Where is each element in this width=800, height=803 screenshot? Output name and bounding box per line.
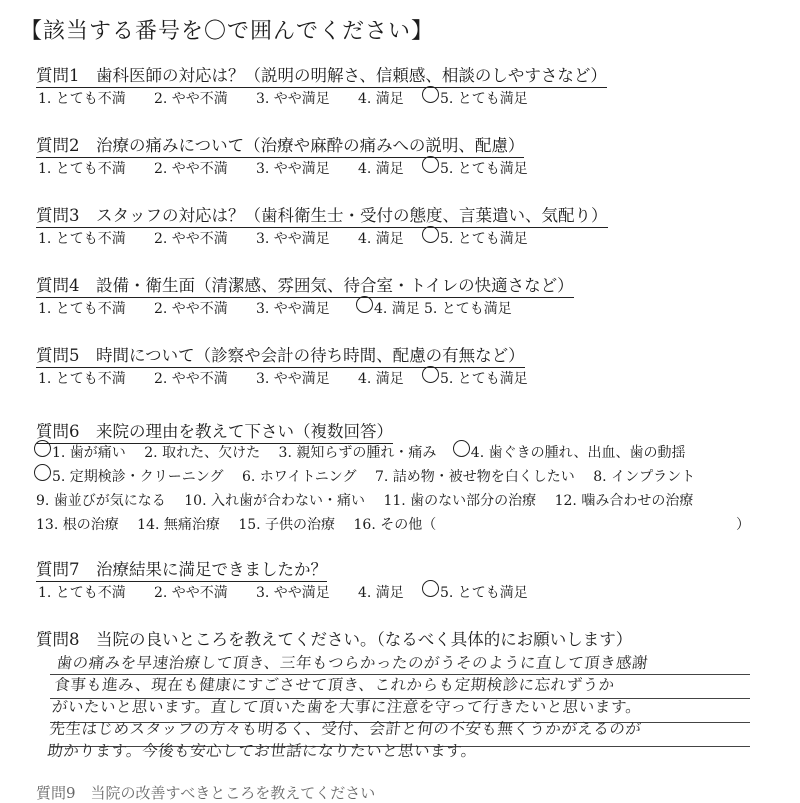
question-3-label: 質問3 スタッフの対応は？（歯科衛生士・受付の態度、言葉遣い、気配り） [36,202,608,228]
q7-option-2[interactable]: 2. やや不満 [154,585,228,601]
q6-row-2 [36,466,709,486]
selection-circle-icon [422,86,439,103]
question-4-label: 質問4 設備・衛生面（清潔感、雰囲気、待合室・トイレの快適さなど） [36,272,574,298]
q6-option[interactable]: 3. 親知らずの腫れ・痛み [278,445,437,461]
selection-circle-icon [34,464,51,481]
q6-option[interactable]: 9. 歯並びが気になる [36,493,166,509]
q5-option-5[interactable]: 5. とても満足 [424,368,528,388]
q3-option-2[interactable]: 2. やや不満 [154,231,228,247]
q2-option-2[interactable]: 2. やや不満 [154,161,228,177]
q3-option-1[interactable]: 1. とても不満 [38,231,126,247]
q1-option-2[interactable]: 2. やや不満 [154,91,228,107]
q7-option-4[interactable]: 4. 満足 [358,585,404,601]
selection-circle-icon [356,296,373,313]
q4-option-5[interactable]: 5. とても満足 [424,301,512,317]
question-9-partial: 質問9 当院の改善すべきところを教えてください [36,784,376,802]
handwritten-line: 歯の痛みを早速治療して頂き、三年もつらかったのがうそのように直して頂き感謝 [55,654,649,672]
q6-option[interactable]: 1. 歯が痛い [36,445,126,461]
q7-option-5[interactable]: 5. とても満足 [424,582,528,602]
q6-option[interactable]: 13. 根の治療 [36,517,119,533]
q6-option[interactable]: 5. 定期検診・クリーニング [36,469,224,485]
q1-option-3[interactable]: 3. やや満足 [256,91,330,107]
selection-circle-icon [34,440,51,457]
q4-option-2[interactable]: 2. やや不満 [154,301,228,317]
q3-option-5[interactable]: 5. とても満足 [424,228,528,248]
q4-option-1[interactable]: 1. とても不満 [38,301,126,317]
q5-option-2[interactable]: 2. やや不満 [154,371,228,387]
question-5-label: 質問5 時間について（診察や会計の待ち時間、配慮の有無など） [36,342,525,368]
q2-option-1[interactable]: 1. とても不満 [38,161,126,177]
q1-option-5[interactable]: 5. とても満足 [424,88,528,108]
q4-option-4[interactable]: 4. 満足 [358,298,420,318]
selection-circle-icon [453,440,470,457]
question-8-label: 質問8 当院の良いところを教えてください。（なるべく具体的にお願いします） [36,630,633,649]
question-7-label: 質問7 治療結果に満足できましたか？ [36,556,327,582]
q5-option-3[interactable]: 3. やや満足 [256,371,330,387]
selection-circle-icon [422,366,439,383]
q6-option[interactable]: 10. 入れ歯が合わない・痛い [184,493,365,509]
q7-option-1[interactable]: 1. とても不満 [38,585,126,601]
q6-row-3 [36,490,707,510]
q8-handwritten-answer [46,652,758,762]
q6-option[interactable]: 12. 噛み合わせの治療 [554,493,694,509]
handwritten-line: がいたいと思います。直して頂いた歯を大事に注意を守って行きたいと思います。 [51,698,643,716]
q6-close-paren: ） [736,517,750,533]
q6-option[interactable]: 8. インプラント [593,469,696,485]
q6-option[interactable]: 15. 子供の治療 [238,517,336,533]
q1-option-4[interactable]: 4. 満足 [358,91,404,107]
q3-option-4[interactable]: 4. 満足 [358,231,404,247]
q5-option-4[interactable]: 4. 満足 [358,371,404,387]
q6-row-4 [36,514,450,534]
q6-option[interactable]: 11. 歯のない部分の治療 [383,493,537,509]
survey-title: 【該当する番号を〇で囲んでください】 [20,19,435,44]
question-6-label: 質問6 来院の理由を教えて下さい（複数回答） [36,418,393,444]
handwritten-line: 食事も進み、現在も健康にすごさせて頂き、これからも定期検診に忘れずうか [53,676,616,694]
q6-option[interactable]: 16. その他（ [353,517,437,533]
selection-circle-icon [422,580,439,597]
q6-row-1 [36,442,699,462]
q5-option-1[interactable]: 1. とても不満 [38,371,126,387]
q6-option[interactable]: 6. ホワイトニング [241,469,357,485]
q6-option[interactable]: 14. 無痛治療 [137,517,220,533]
question-2-label: 質問2 治療の痛みについて（治療や麻酔の痛みへの説明、配慮） [36,132,524,158]
q4-option-3[interactable]: 3. やや満足 [256,301,330,317]
selection-circle-icon [422,156,439,173]
q2-option-3[interactable]: 3. やや満足 [256,161,330,177]
q6-option[interactable]: 4. 歯ぐきの腫れ、出血、歯の動揺 [455,445,686,461]
handwritten-line: 先生はじめスタッフの方々も明るく、受付、会計と何の不安も無くうかがえるのが [48,720,643,738]
q6-option[interactable]: 2. 取れた、欠けた [144,445,261,461]
question-1-label: 質問1 歯科医師の対応は？（説明の明解さ、信頼感、相談のしやすさなど） [36,62,607,88]
q6-option[interactable]: 7. 詰め物・被せ物を白くしたい [375,469,575,485]
q1-option-1[interactable]: 1. とても不満 [38,91,126,107]
q2-option-4[interactable]: 4. 満足 [358,161,404,177]
q7-option-3[interactable]: 3. やや満足 [256,585,330,601]
selection-circle-icon [422,226,439,243]
handwritten-line: 助かります。今後も安心してお世話になりたいと思います。 [46,742,478,760]
q2-option-5[interactable]: 5. とても満足 [424,158,528,178]
q3-option-3[interactable]: 3. やや満足 [256,231,330,247]
